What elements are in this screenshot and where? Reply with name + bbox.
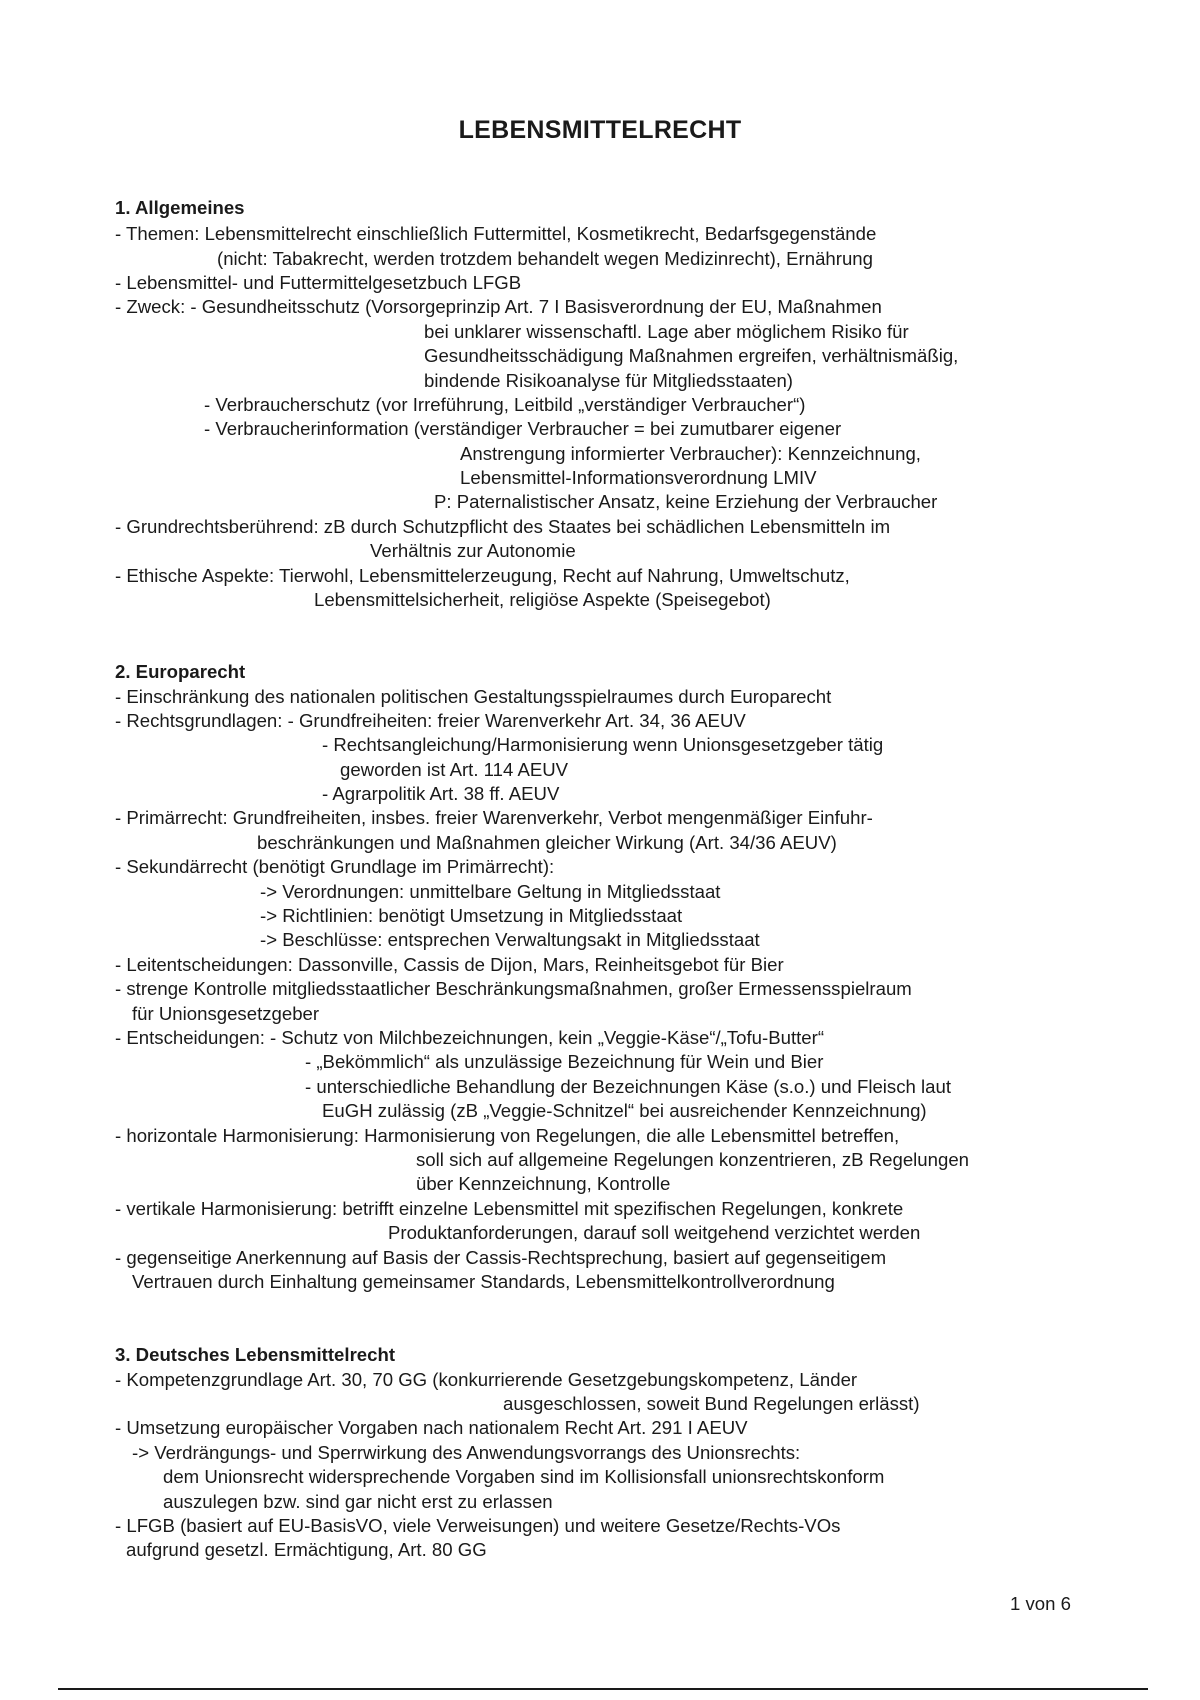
- text-line: aufgrund gesetzl. Ermächtigung, Art. 80 GG: [126, 1539, 487, 1560]
- text-line: für Unionsgesetzgeber: [132, 1003, 320, 1024]
- section-heading-europarecht: 2. Europarecht: [115, 661, 246, 682]
- text-line: - gegenseitige Anerkennung auf Basis der Cassis-Rechtsprechung, basiert auf gegenseitigem: [115, 1247, 887, 1268]
- text-line: - Grundrechtsberührend: zB durch Schutzpflicht des Staates bei schädlichen Lebensmitteln im: [115, 516, 891, 537]
- text-line: beschränkungen und Maßnahmen gleicher Wirkung (Art. 34/36 AEUV): [257, 832, 837, 853]
- text-line: Vertrauen durch Einhaltung gemeinsamer Standards, Lebensmittelkontrollverordnung: [132, 1271, 835, 1292]
- text-line: P: Paternalistischer Ansatz, keine Erziehung der Verbraucher: [434, 491, 938, 512]
- text-line: - Zweck: - Gesundheitsschutz (Vorsorgeprinzip Art. 7 I Basisverordnung der EU, Maßnahmen: [115, 296, 882, 317]
- text-line: - Leitentscheidungen: Dassonville, Cassis de Dijon, Mars, Reinheitsgebot für Bier: [115, 954, 784, 975]
- text-line: - Entscheidungen: - Schutz von Milchbezeichnungen, kein „Veggie-Käse“/„Tofu-Butter“: [115, 1027, 825, 1048]
- section-heading-deutsches-lebensmittelrecht: 3. Deutsches Lebensmittelrecht: [115, 1344, 396, 1365]
- text-line: geworden ist Art. 114 AEUV: [340, 759, 569, 780]
- text-line: - Lebensmittel- und Futtermittelgesetzbuch LFGB: [115, 272, 522, 293]
- document-title: LEBENSMITTELRECHT: [458, 116, 742, 144]
- text-line: - Verbraucherinformation (verständiger Verbraucher = bei zumutbarer eigener: [204, 418, 842, 439]
- text-line: - Agrarpolitik Art. 38 ff. AEUV: [322, 783, 560, 804]
- text-line: - Umsetzung europäischer Vorgaben nach nationalem Recht Art. 291 I AEUV: [115, 1417, 748, 1438]
- page-bottom-divider: [58, 1688, 1148, 1690]
- text-line: - Einschränkung des nationalen politischen Gestaltungsspielraumes durch Europarecht: [115, 686, 832, 707]
- text-line: - Themen: Lebensmittelrecht einschließlich Futtermittel, Kosmetikrecht, Bedarfsgegenstände: [115, 223, 877, 244]
- text-line: Lebensmittel-Informationsverordnung LMIV: [460, 467, 817, 488]
- text-line: Produktanforderungen, darauf soll weitgehend verzichtet werden: [388, 1222, 921, 1243]
- text-line: - Rechtsangleichung/Harmonisierung wenn Unionsgesetzgeber tätig: [322, 734, 884, 755]
- text-line: - Kompetenzgrundlage Art. 30, 70 GG (konkurrierende Gesetzgebungskompetenz, Länder: [115, 1369, 858, 1390]
- text-line: EuGH zulässig (zB „Veggie-Schnitzel“ bei ausreichender Kennzeichnung): [322, 1100, 927, 1121]
- text-line: -> Verdrängungs- und Sperrwirkung des Anwendungsvorrangs des Unionsrechts:: [132, 1442, 801, 1463]
- text-line: -> Beschlüsse: entsprechen Verwaltungsakt in Mitgliedsstaat: [260, 929, 760, 950]
- text-line: (nicht: Tabakrecht, werden trotzdem behandelt wegen Medizinrecht), Ernährung: [217, 248, 873, 269]
- text-line: Gesundheitsschädigung Maßnahmen ergreifen, verhältnismäßig,: [424, 345, 959, 366]
- text-line: soll sich auf allgemeine Regelungen konzentrieren, zB Regelungen: [416, 1149, 970, 1170]
- text-line: -> Richtlinien: benötigt Umsetzung in Mitgliedsstaat: [260, 905, 683, 926]
- text-line: - strenge Kontrolle mitgliedsstaatlicher Beschränkungsmaßnahmen, großer Ermessensspielraum: [115, 978, 912, 999]
- text-line: Anstrengung informierter Verbraucher): Kennzeichnung,: [460, 443, 921, 464]
- text-line: Lebensmittelsicherheit, religiöse Aspekte (Speisegebot): [314, 589, 771, 610]
- text-line: - unterschiedliche Behandlung der Bezeichnungen Käse (s.o.) und Fleisch laut: [305, 1076, 952, 1097]
- text-line: dem Unionsrecht widersprechende Vorgaben sind im Kollisionsfall unionsrechtskonform: [163, 1466, 885, 1487]
- text-line: - Rechtsgrundlagen: - Grundfreiheiten: freier Warenverkehr Art. 34, 36 AEUV: [115, 710, 746, 731]
- text-line: - vertikale Harmonisierung: betrifft einzelne Lebensmittel mit spezifischen Regelungen, konkrete: [115, 1198, 904, 1219]
- section-heading-allgemeines: 1. Allgemeines: [115, 197, 245, 218]
- text-line: bei unklarer wissenschaftl. Lage aber möglichem Risiko für: [424, 321, 909, 342]
- text-line: - Verbraucherschutz (vor Irreführung, Leitbild „verständiger Verbraucher“): [204, 394, 806, 415]
- text-line: - horizontale Harmonisierung: Harmonisierung von Regelungen, die alle Lebensmittel betreffen,: [115, 1125, 900, 1146]
- page-number: 1 von 6: [1010, 1593, 1071, 1614]
- text-line: -> Verordnungen: unmittelbare Geltung in Mitgliedsstaat: [260, 881, 721, 902]
- text-line: bindende Risikoanalyse für Mitgliedsstaaten): [424, 370, 793, 391]
- text-line: - Primärrecht: Grundfreiheiten, insbes. freier Warenverkehr, Verbot mengenmäßiger Einfuhr-: [115, 807, 873, 828]
- text-line: - Ethische Aspekte: Tierwohl, Lebensmittelerzeugung, Recht auf Nahrung, Umweltschutz,: [115, 565, 850, 586]
- text-line: auszulegen bzw. sind gar nicht erst zu erlassen: [163, 1491, 553, 1512]
- text-line: Verhältnis zur Autonomie: [370, 540, 576, 561]
- text-line: über Kennzeichnung, Kontrolle: [416, 1173, 671, 1194]
- text-line: ausgeschlossen, soweit Bund Regelungen erlässt): [503, 1393, 920, 1414]
- text-line: - LFGB (basiert auf EU-BasisVO, viele Verweisungen) und weitere Gesetze/Rechts-VOs: [115, 1515, 841, 1536]
- text-line: - Sekundärrecht (benötigt Grundlage im Primärrecht):: [115, 856, 555, 877]
- text-line: - „Bekömmlich“ als unzulässige Bezeichnung für Wein und Bier: [305, 1051, 824, 1072]
